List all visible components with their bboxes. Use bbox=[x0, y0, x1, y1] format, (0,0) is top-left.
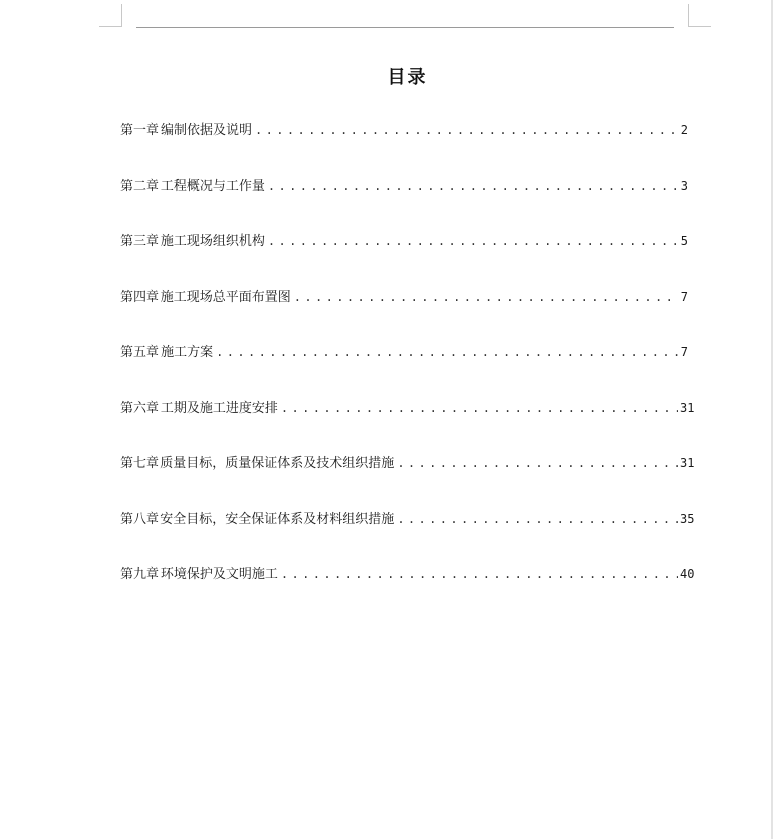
toc-chapter-number: 第八章 bbox=[120, 511, 160, 527]
header-rule bbox=[136, 27, 674, 28]
toc-entry-title: 编制依据及说明 bbox=[160, 123, 252, 138]
toc-dot-leader bbox=[294, 286, 678, 308]
toc-entry[interactable] bbox=[120, 452, 695, 508]
toc-dot-leader bbox=[216, 341, 678, 363]
toc-entry-title: 施工方案 bbox=[161, 345, 214, 360]
toc-chapter-number: 第六章 bbox=[120, 400, 160, 416]
toc-chapter-number: 第五章 bbox=[120, 345, 160, 360]
toc-chapter-number: 第九章 bbox=[120, 567, 160, 582]
margin-corner-top-right bbox=[688, 4, 711, 27]
toc-dot-leader bbox=[397, 508, 678, 530]
toc-entry-title: 质量目标，质量保证体系及技术组织措施 bbox=[160, 456, 395, 471]
toc-entry-title: 安全目标，安全保证体系及材料组织措施 bbox=[160, 511, 395, 527]
margin-corner-top-left bbox=[99, 4, 122, 27]
toc-page-number: 31 bbox=[680, 400, 695, 415]
toc-page-number: 35 bbox=[680, 511, 695, 526]
toc-chapter-number: 第二章 bbox=[120, 178, 160, 194]
toc-entry[interactable] bbox=[120, 508, 695, 564]
toc-chapter-number: 第四章 bbox=[120, 289, 160, 305]
toc-chapter-number: 第一章 bbox=[120, 123, 160, 138]
toc-page-number: 7 bbox=[680, 289, 688, 304]
toc-page-number: 3 bbox=[680, 178, 688, 193]
toc-entry[interactable] bbox=[120, 563, 695, 619]
toc-entry-title: 施工现场总平面布置图 bbox=[160, 289, 291, 305]
toc-entry[interactable] bbox=[120, 397, 695, 453]
toc-page-number: 2 bbox=[680, 123, 688, 137]
toc-entry-title: 工程概况与工作量 bbox=[160, 178, 265, 194]
toc-title: 目录 bbox=[387, 67, 428, 88]
toc-entry[interactable] bbox=[120, 119, 688, 175]
toc-chapter-number: 第七章 bbox=[120, 456, 160, 471]
toc-entry[interactable] bbox=[120, 286, 688, 342]
toc-chapter-number: 第三章 bbox=[120, 234, 160, 249]
toc-dot-leader bbox=[281, 397, 678, 419]
toc-dot-leader bbox=[255, 119, 678, 141]
toc-entry-title: 施工现场组织机构 bbox=[160, 234, 265, 249]
toc-list bbox=[120, 119, 695, 619]
toc-dot-leader bbox=[268, 175, 678, 197]
toc-entry[interactable] bbox=[120, 175, 688, 231]
toc-dot-leader bbox=[268, 230, 678, 252]
toc-page-number: 5 bbox=[680, 234, 688, 248]
toc-page-number: 40 bbox=[680, 567, 695, 581]
toc-dot-leader bbox=[397, 452, 678, 474]
toc-entry-title: 环境保护及文明施工 bbox=[160, 567, 278, 582]
toc-entry-title: 工期及施工进度安排 bbox=[160, 400, 278, 416]
toc-page-number: 31 bbox=[680, 456, 695, 470]
toc-page-number: 7 bbox=[680, 345, 688, 359]
toc-dot-leader bbox=[281, 563, 678, 585]
toc-entry[interactable] bbox=[120, 230, 688, 286]
toc-entry[interactable] bbox=[120, 341, 688, 397]
